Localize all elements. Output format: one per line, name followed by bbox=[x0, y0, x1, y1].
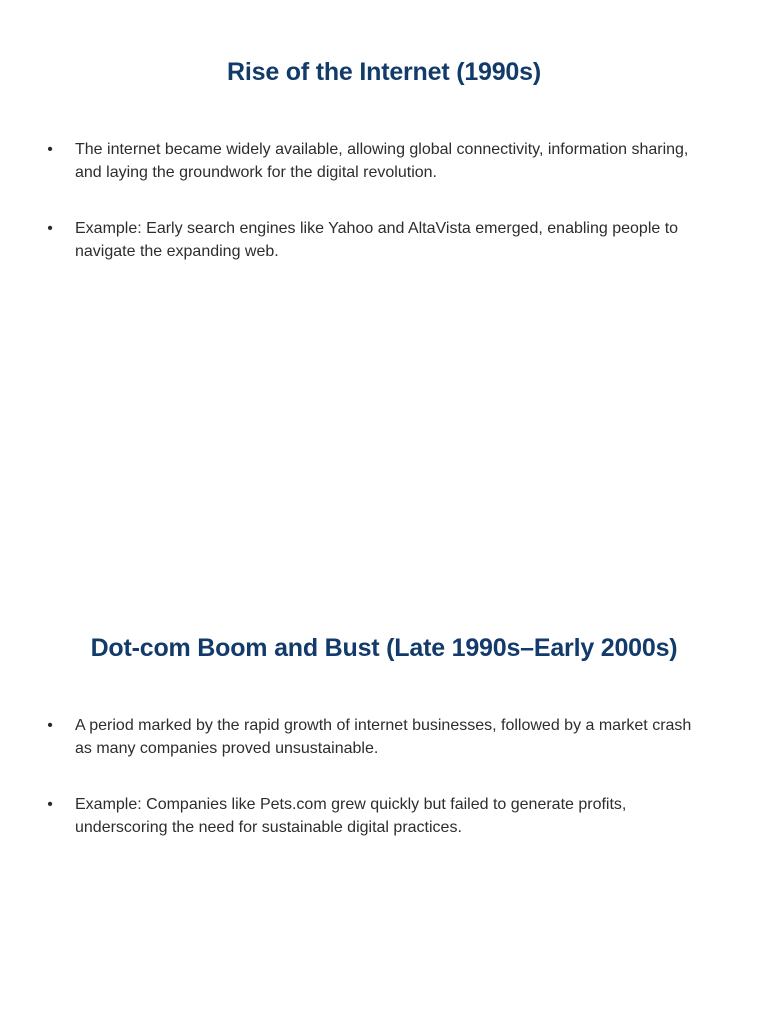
bullet-text: Example: Early search engines like Yahoo and AltaVista emerged, enabling people to navigate the expanding web. bbox=[75, 220, 679, 260]
section-heading: Rise of the Internet (1990s) bbox=[227, 58, 541, 86]
bullet-text: A period marked by the rapid growth of internet businesses, followed by a market crash as many companies proved unsustainable. bbox=[75, 717, 692, 757]
bullet-item bbox=[0, 793, 768, 839]
bullet-list bbox=[0, 714, 768, 872]
bullet-icon: • bbox=[47, 796, 53, 813]
section-rise-of-internet bbox=[0, 52, 768, 260]
bullet-list bbox=[0, 138, 768, 296]
bullet-text: Example: Companies like Pets.com grew quickly but failed to generate profits, underscoring the need for sustainable digital practices. bbox=[75, 796, 627, 836]
section-dotcom-boom-bust bbox=[0, 628, 768, 836]
bullet-item bbox=[0, 217, 768, 263]
bullet-icon: • bbox=[47, 717, 53, 734]
bullet-item bbox=[0, 714, 768, 760]
section-heading: Dot-com Boom and Bust (Late 1990s–Early 2000s) bbox=[90, 634, 678, 662]
bullet-text: The internet became widely available, allowing global connectivity, information sharing, and laying the groundwork for the digital revolution. bbox=[75, 141, 689, 181]
bullet-item bbox=[0, 138, 768, 184]
bullet-icon: • bbox=[47, 141, 53, 158]
bullet-icon: • bbox=[47, 220, 53, 237]
